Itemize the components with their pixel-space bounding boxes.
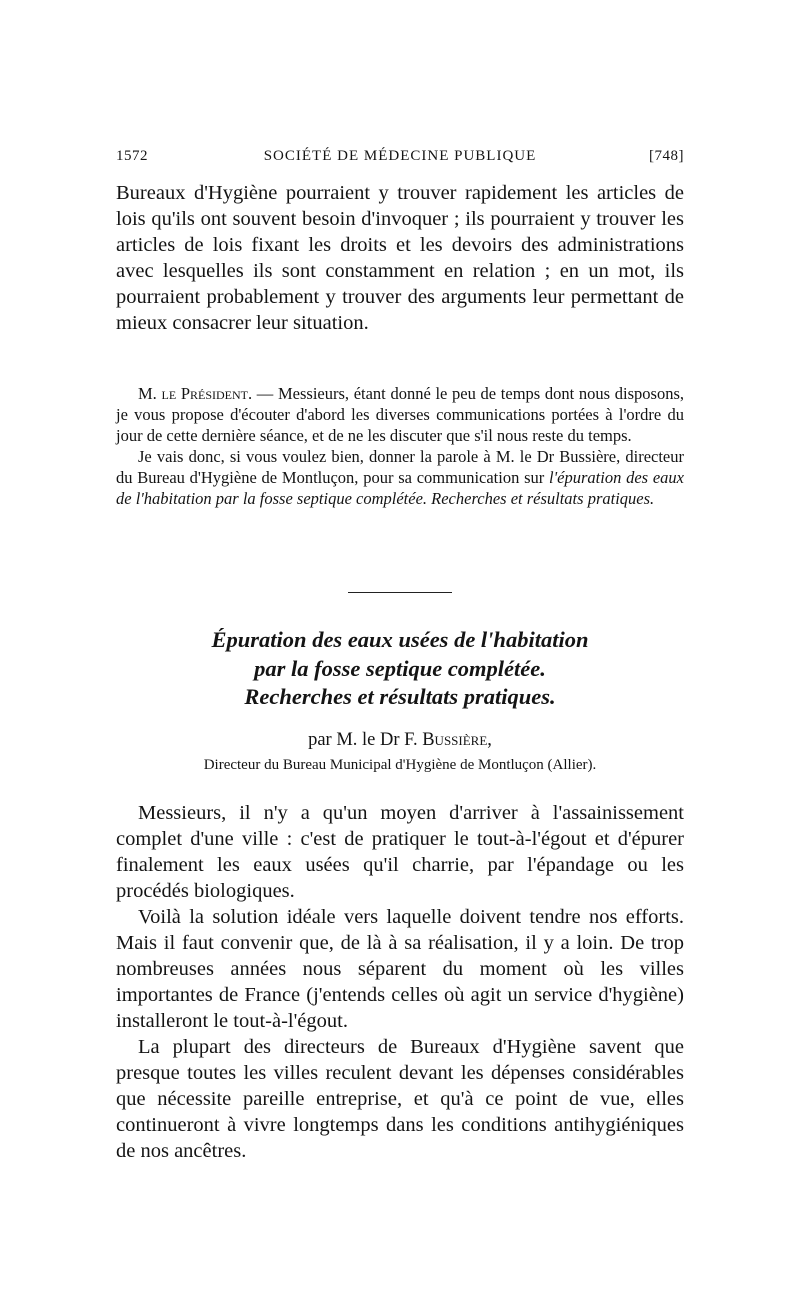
- author-byline: par M. le Dr F. Bussière,: [308, 730, 492, 750]
- body-paragraph: La plupart des directeurs de Bureaux d'Hygiène savent que presque toutes les villes reculent devant les dépenses considérables que nécessite pareille entreprise, et qu'à ce point de vue, elles continueront à vivre longtemps dans les conditions antihygiéniques de nos ancêtres.: [116, 1036, 684, 1162]
- body-paragraph: Voilà la solution idéale vers laquelle doivent tendre nos efforts. Mais il faut convenir que, de là à sa réalisation, il y a loin. De trop nombreuses années nous séparent du moment où les villes importantes de France (j'entends celles où agit un service d'hygiène) installeront le tout-à-l'égout.: [116, 906, 684, 1032]
- running-title: SOCIÉTÉ DE MÉDECINE PUBLIQUE: [263, 148, 537, 164]
- bracket-page-number: [748]: [649, 148, 684, 164]
- title-line: par la fosse septique complétée.: [254, 655, 546, 681]
- title-line: Épuration des eaux usées de l'habitation: [211, 627, 589, 652]
- body-paragraph: Messieurs, il n'y a qu'un moyen d'arriver à l'assainissement complet d'une ville : c'est de pratiquer le tout-à-l'égout et d'épurer finalement les eaux usées qu'il charrie, par l'épandage ou les procédés biologiques.: [116, 802, 684, 902]
- president-speech-1: M. le Président. — Messieurs, étant donné le peu de temps dont nous disposons, je vous propose d'écouter d'abord les diverses communications portées à l'ordre du jour de cette dernière séance, et de ne les discuter que s'il nous reste du temps.: [116, 384, 684, 445]
- page-number: 1572: [116, 148, 148, 164]
- president-remarks: [116, 383, 684, 509]
- title-line: Recherches et résultats pratiques.: [244, 684, 556, 709]
- section-divider: [348, 592, 452, 593]
- intro-block: [116, 180, 684, 336]
- article-body: [116, 800, 684, 1164]
- intro-paragraph: Bureaux d'Hygiène pourraient y trouver rapidement les articles de lois qu'ils ont souvent besoin d'invoquer ; ils pourraient y trouver les articles de lois fixant les droits et les devoirs des administrations avec lesquelles ils sont constamment en relation ; en un mot, ils pourraient probablement y trouver des arguments leur permettant de mieux consacrer leur situation.: [116, 182, 684, 334]
- author-affiliation: Directeur du Bureau Municipal d'Hygiène de Montluçon (Allier).: [203, 757, 597, 773]
- communication-title: l'épuration des eaux de l'habitation par la fosse septique complétée. Recherches et résultats pratiques.: [116, 468, 684, 508]
- speaker-title: le Président: [161, 384, 248, 403]
- author-name: Bussière: [422, 730, 488, 750]
- president-speech-2: Je vais donc, si vous voulez bien, donner la parole à M. le Dr Bussière, directeur du Bureau d'Hygiène de Montluçon, pour sa communication sur l'épuration des eaux de l'habitation par la fosse septique complétée. Recherches et résultats pratiques.: [116, 447, 684, 508]
- article-title: [100, 626, 700, 712]
